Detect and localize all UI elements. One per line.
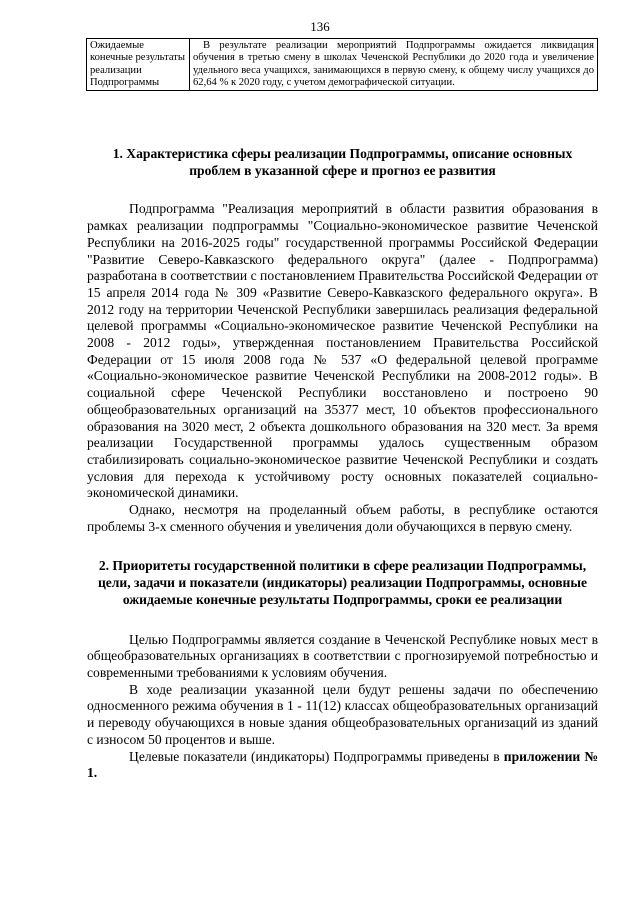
section-1-heading: 1. Характеристика сферы реализации Подпрограммы, описание основных проблем в указанной сфере и прогноз ее развития [112,146,573,178]
appendix-reference: приложении № 1. [87,748,598,781]
section-2-paragraph-2: В ходе реализации указанной цели будут решены задачи по обеспечению односменного режима обучения в 1 - 11(12) классах общеобразовательных организаций и переводу обучающихся в новые здания общеобразовательных организаций из зданий с износом 50 процентов и выше. [87,681,598,747]
summary-value-cell: В результате реализации мероприятий Подпрограммы ожидается ликвидация обучения в третью смену в школах Чеченской Республики до 2020 года и увеличение удельного веса учащихся, занимающихся в первую смену, к общему числу учащихся до 62,64 % к 2020 году, с учетом демографической ситуации. [190,39,598,91]
section-2-heading: 2. Приоритеты государственной политики в сфере реализации Подпрограммы, цели, задачи и показатели (индикаторы) реализации Подпрограммы, основные ожидаемые конечные результаты Подпрограммы, сроки ее реализации [97,558,588,607]
summary-table [86,38,598,91]
section-1-paragraph-1: Подпрограмма "Реализация мероприятий в области развития образования в рамках реализации подпрограммы "Социально-экономическое развитие Чеченской Республики на 2016-2025 годы" государственной программы Российской Федерации "Развитие Северо-Кавказского федерального округа" (далее - Подпрограмма) разработана в соответствии с постановлением Правительства Российской Федерации от 15 апреля 2014 года № 309 «Развитие Северо-Кавказского федерального округа». В 2012 году на территории Чеченской Республики завершилась реализация федеральной целевой программы «Социально-экономическое развитие Чеченской Республики на 2008 - 2012 годы», утвержденная постановлением Правительства Российской Федерации от 15 июля 2008 года № 537 «О федеральной целевой программе «Социально-экономическое развитие Чеченской Республики на 2008-2012 годы». В социальной сфере Чеченской Республики восстановлено и построено 90 общеобразовательных организаций на 35377 мест, 10 объектов профессионального образования на 3020 мест, 2 объекта дошкольного образования на 320 мест. За время реализации Государственной программы удалось существенным образом стабилизировать социально-экономическое развитие Чеченской Республики и создать условия для перехода к устойчивому росту основных показателей социально-экономической динамики. [87,201,598,501]
section-2-paragraph-3-text: Целевые показатели (индикаторы) Подпрограммы приведены в [129,748,504,764]
section-2-paragraph-3 [87,749,598,782]
summary-label-cell: Ожидаемые конечные результаты реализации Подпрограммы [87,39,190,91]
page-number: 136 [310,19,330,34]
document-body [87,146,598,782]
section-2-paragraph-1: Целью Подпрограммы является создание в Чеченской Республике новых мест в общеобразовательных организациях в соответствии с прогнозируемой потребностью и современными требованиями к условиям обучения. [87,631,598,680]
section-1-paragraph-2: Однако, несмотря на проделанный объем работы, в республике остаются проблемы 3-х сменного обучения и увеличения доли обучающихся в первую смену. [87,502,598,534]
table-row [87,39,598,91]
